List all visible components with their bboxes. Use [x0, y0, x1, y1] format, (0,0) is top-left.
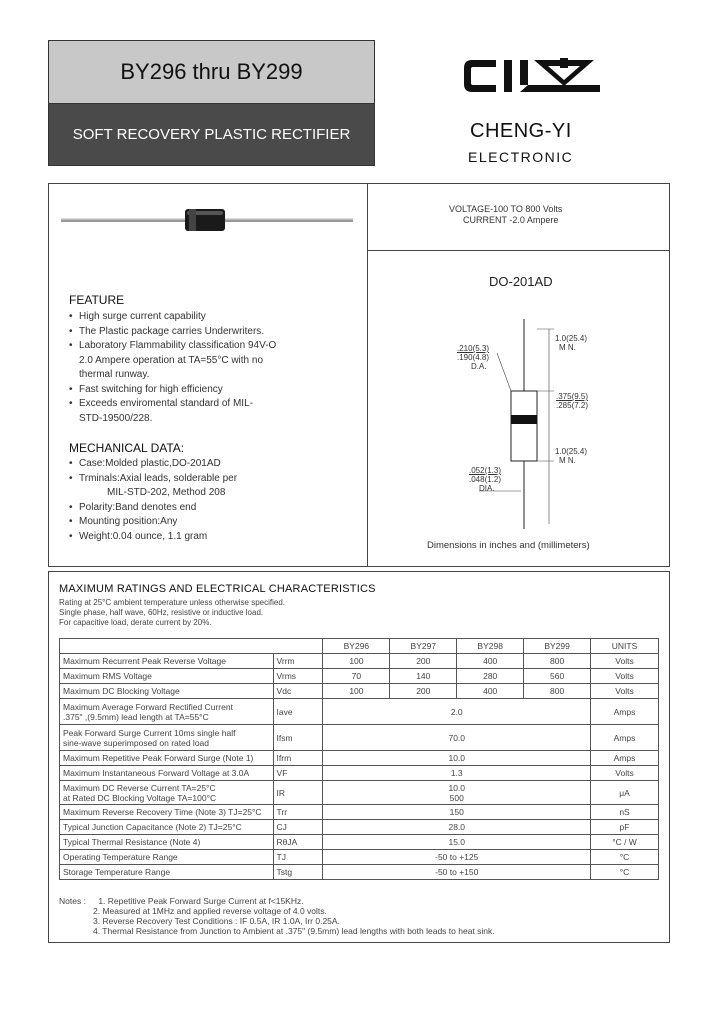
list-item: • The Plastic package carries Underwriters. — [69, 325, 276, 340]
footnotes: Notes : 1. Repetitive Peak Forward Surge Current at f<15KHz. 2. Measured at 1MHz and applied reverse voltage of 4.0 volts. 3. Reverse Recovery Test Conditions : IF 0.5A, IR 1.0A, Irr 0.25A. 4. Thermal Resistance from Junction to Ambient at .375" (9.5mm) lead lengths with both leads to heat sink. — [59, 896, 495, 936]
table-row: Peak Forward Surge Current 10ms single half sine-wave superimposed on rated load Ifsm 70.0 Amps — [60, 725, 659, 751]
list-item-cont: thermal runway. — [79, 369, 150, 380]
diode-photo-icon — [57, 208, 357, 234]
list-item-cont: 2.0 Ampere operation at TA=55°C with no — [79, 354, 264, 366]
ratings-note: Single phase, half wave, 60Hz, resistive or inductive load. — [59, 608, 264, 617]
logo-name: CHENG-YI — [470, 120, 572, 142]
list-item: • Weight:0.04 ounce, 1.1 gram — [69, 530, 237, 545]
package-outline-icon — [419, 319, 649, 529]
ratings-box — [48, 571, 670, 943]
table-row: Maximum Instantaneous Forward Voltage at 3.0A VF 1.3 Volts — [60, 766, 659, 781]
list-item: • Trminals:Axial leads, solderable per — [69, 472, 237, 487]
dim-caption: Dimensions in inches and (millimeters) — [427, 540, 590, 551]
dim-lead-len-bot: 1.0(25.4) M N. — [555, 447, 588, 465]
voltage-rating: VOLTAGE-100 TO 800 Volts — [449, 204, 563, 214]
divider-vertical — [367, 184, 368, 566]
list-item: • Polarity:Band denotes end — [69, 501, 237, 516]
table-row: Maximum RMS Voltage Vrms 70 140 280 560 Volts — [60, 669, 659, 684]
ratings-note: For capacitive load, derate current by 20%. — [59, 618, 212, 627]
dim-lead-len-top: 1.0(25.4) M N. — [555, 334, 588, 352]
current-rating: CURRENT -2.0 Ampere — [463, 215, 559, 225]
ratings-title: MAXIMUM RATINGS AND ELECTRICAL CHARACTERISTICS — [59, 583, 376, 595]
list-item: • Mounting position:Any — [69, 515, 237, 530]
package-name: DO-201AD — [489, 274, 553, 289]
logo-sub: ELECTRONIC — [468, 149, 574, 165]
list-item: • Case:Molded plastic,DO-201AD — [69, 457, 237, 472]
list-item-cont: STD-19500/228. — [79, 412, 153, 424]
part-title: BY296 thru BY299 — [49, 41, 374, 104]
list-item: • Laboratory Flammability classification 94V-O — [69, 339, 276, 354]
table-row: Maximum Recurrent Peak Reverse Voltage Vrrm 100 200 400 800 Volts — [60, 654, 659, 669]
dim-body-dia: .210(5.3) .190(4.8) D.A. — [457, 344, 490, 371]
list-item: • Exceeds enviromental standard of MIL- — [69, 397, 276, 412]
table-row: Maximum DC Reverse Current TA=25°C at Rated DC Blocking Voltage TA=100°C IR 10.0 500 μA — [60, 781, 659, 805]
table-row: Storage Temperature Range Tstg -50 to +150 °C — [60, 865, 659, 880]
dim-lead-dia: .052(1.3) .048(1.2) DIA. — [469, 466, 502, 493]
divider-horizontal — [367, 250, 669, 251]
table-row: Maximum Repetitive Peak Forward Surge (Note 1) Ifrm 10.0 Amps — [60, 751, 659, 766]
ratings-table — [59, 638, 659, 880]
list-item: • High surge current capability — [69, 310, 276, 325]
list-item-cont: MIL-STD-202, Method 208 — [107, 487, 226, 498]
dim-body-len: .375(9.5) .285(7.2) — [556, 392, 589, 410]
rating-summary — [449, 204, 562, 226]
feature-panel — [48, 183, 670, 567]
table-row: Maximum Average Forward Rectified Current .375" ,(9.5mm) lead length at TA=55°C Iave 2.0 Amps — [60, 699, 659, 725]
table-row: Typical Junction Capacitance (Note 2) TJ=25°C CJ 28.0 pF — [60, 820, 659, 835]
table-row: Maximum DC Blocking Voltage Vdc 100 200 400 800 Volts — [60, 684, 659, 699]
table-row: Operating Temperature Range TJ -50 to +125 °C — [60, 850, 659, 865]
mech-list — [69, 457, 237, 544]
table-row: Maximum Reverse Recovery Time (Note 3) TJ=25°C Trr 150 nS — [60, 805, 659, 820]
mech-title: MECHANICAL DATA: — [69, 441, 185, 455]
table-row: Typical Thermal Resistance (Note 4) RθJA 15.0 °C / W — [60, 835, 659, 850]
part-subtitle: SOFT RECOVERY PLASTIC RECTIFIER — [49, 104, 374, 165]
table-header-row: BY296 BY297 BY298 BY299 UNITS — [60, 639, 659, 654]
feature-title: FEATURE — [69, 293, 125, 307]
cheng-yi-logo-icon — [460, 56, 610, 116]
ratings-note: Rating at 25°C ambient temperature unless otherwise specified. — [59, 598, 285, 607]
feature-list — [69, 310, 276, 426]
title-box — [48, 40, 375, 166]
list-item: • Fast switching for high efficiency — [69, 383, 276, 398]
